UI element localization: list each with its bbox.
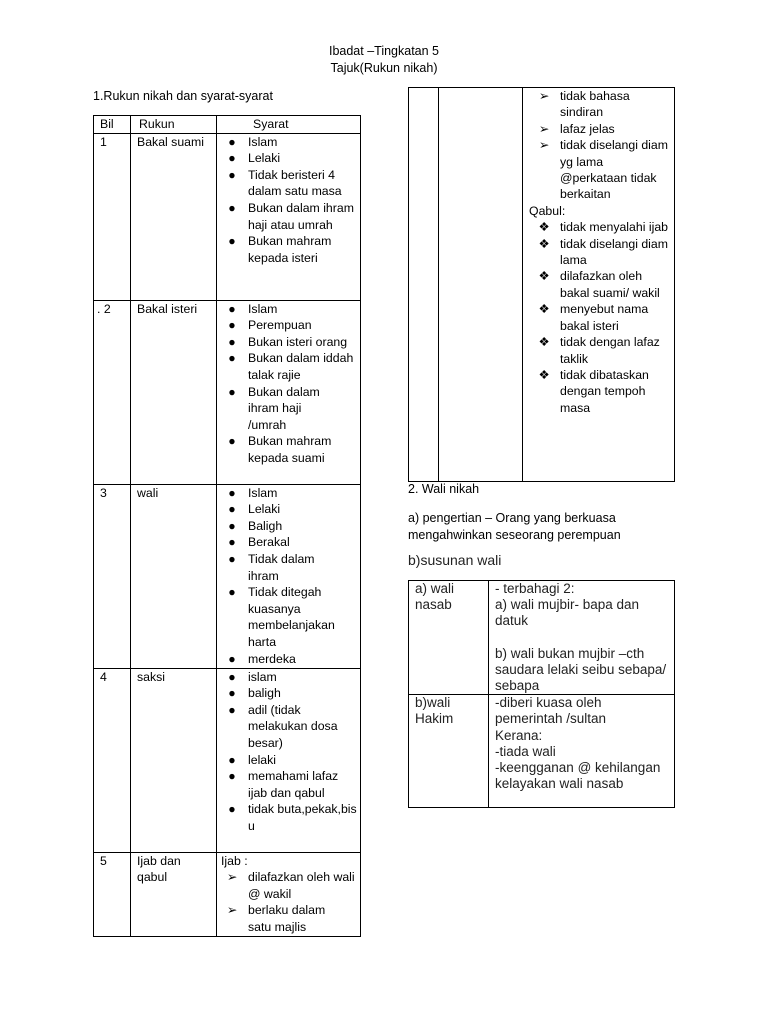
list-item: ➢ tidak diselangi diam yg lama @perkataan tidak berkaitan	[538, 138, 669, 202]
list-item: ❖ tidak dibataskan dengan tempoh masa	[538, 367, 649, 415]
bullet-icon: ●	[228, 334, 236, 349]
list-item: ● Tidak dalam ihram	[217, 551, 360, 584]
bullet-icon: ●	[228, 351, 236, 366]
list-item: ● Bukan mahram kepada suami	[217, 433, 360, 466]
list-item: ● memahami lafaz ijab dan qabul	[217, 768, 360, 801]
list-item: ● adil (tidak melakukan dosa besar)	[217, 702, 360, 752]
syarat-cell	[217, 484, 361, 668]
col-header-rukun: Rukun	[131, 116, 217, 134]
list-item: ● merdeka	[217, 651, 360, 668]
col-header-syarat: Syarat	[217, 116, 361, 134]
bil-cell: 1	[94, 133, 131, 300]
wali-type-cell: b)wali Hakim	[409, 695, 489, 808]
section1-title: 1.Rukun nikah dan syarat-syarat	[93, 89, 273, 103]
bullet-icon: ●	[228, 651, 236, 666]
list-item: ● Islam	[217, 485, 360, 502]
bullet-icon: ●	[228, 301, 236, 316]
list-item: ➢ lafaz jelas	[538, 121, 615, 136]
list-item: ● baligh	[217, 685, 360, 702]
list-item: ➢ berlaku dalam satu majlis	[226, 903, 326, 934]
empty-bil-cell	[409, 88, 439, 482]
four-diamond-icon: ❖	[538, 236, 550, 251]
list-item: ❖ tidak menyalahi ijab	[538, 220, 669, 235]
list-item: ● Baligh	[217, 518, 360, 535]
list-item: ● Bukan isteri orang	[217, 334, 360, 351]
bullet-icon: ●	[228, 485, 236, 500]
wali-table	[408, 580, 675, 808]
bullet-icon: ●	[228, 802, 236, 817]
wali-subtitle: b)susunan wali	[408, 552, 502, 568]
bullet-icon: ●	[228, 752, 236, 767]
table-row	[94, 300, 361, 484]
list-item: ❖ dilafazkan oleh bakal suami/ wakil	[538, 269, 660, 300]
four-diamond-icon: ❖	[538, 269, 550, 284]
ijab-qabul-continuation-table	[408, 87, 675, 482]
wali-desc-cell: -diberi kuasa oleh pemerintah /sultan Kerana: -tiada wali -keengganan @ kehilangan kelayakan wali nasab	[489, 695, 675, 808]
arrowhead-icon: ➢	[538, 121, 550, 136]
qabul-heading: Qabul:	[529, 203, 566, 218]
arrowhead-icon: ➢	[226, 903, 238, 918]
table-row	[94, 484, 361, 668]
four-diamond-icon: ❖	[538, 302, 550, 317]
col-header-bil: Bil	[94, 116, 131, 134]
syarat-cell	[217, 300, 361, 484]
list-item: ● Islam	[217, 134, 360, 151]
bil-cell: 5	[94, 852, 131, 936]
list-item: ● Berakal	[217, 534, 360, 551]
bil-cell: 3	[94, 484, 131, 668]
rukun-cell: wali	[131, 484, 217, 668]
table-row	[94, 668, 361, 852]
table-row	[409, 581, 675, 695]
bullet-icon: ●	[228, 518, 236, 533]
bullet-icon: ●	[228, 151, 236, 166]
ijab-heading: Ijab :	[221, 853, 248, 868]
table-row	[94, 133, 361, 300]
bil-cell: 4	[94, 668, 131, 852]
list-item: ● Tidak beristeri 4 dalam satu masa	[217, 167, 360, 200]
rukun-table	[93, 115, 361, 937]
bullet-icon: ●	[228, 434, 236, 449]
bullet-icon: ●	[228, 318, 236, 333]
bullet-icon: ●	[228, 384, 236, 399]
bullet-icon: ●	[228, 702, 236, 717]
list-item: ❖ tidak dengan lafaz taklik	[538, 335, 660, 366]
list-item: ● Bukan mahram kepada isteri	[217, 233, 360, 266]
list-item: ● tidak buta,pekak,bisu	[217, 801, 360, 834]
arrowhead-icon: ➢	[226, 870, 238, 885]
four-diamond-icon: ❖	[538, 220, 550, 235]
document-topic: Tajuk(Rukun nikah)	[330, 61, 438, 75]
bullet-icon: ●	[228, 167, 236, 182]
list-item: ● Islam	[217, 301, 360, 318]
list-item: ● Lelaki	[217, 150, 360, 167]
list-item: ● Bukan dalam ihram haji atau umrah	[217, 200, 360, 233]
syarat-cell	[217, 668, 361, 852]
wali-desc-cell: - terbahagi 2: a) wali mujbir- bapa dan datuk b) wali bukan mujbir –cth saudara lelaki seibu sebapa/ sebapa	[489, 581, 675, 695]
bullet-icon: ●	[228, 535, 236, 550]
list-item: ❖ menyebut nama bakal isteri	[538, 302, 649, 333]
list-item: ➢ dilafazkan oleh wali @ wakil	[226, 870, 355, 901]
section2-title: 2. Wali nikah	[408, 482, 480, 496]
list-item: ➢ tidak bahasa sindiran	[538, 89, 630, 120]
arrowhead-icon: ➢	[538, 138, 550, 153]
syarat-cell	[523, 88, 675, 482]
bil-cell: . 2	[94, 300, 131, 484]
table-row	[94, 852, 361, 936]
syarat-cell	[217, 133, 361, 300]
rukun-cell: Bakal suami	[131, 133, 217, 300]
wali-type-cell: a) wali nasab	[409, 581, 489, 695]
list-item: ● Perempuan	[217, 317, 360, 334]
document-title: Ibadat –Tingkatan 5	[328, 44, 440, 58]
bullet-icon: ●	[228, 686, 236, 701]
wali-definition: a) pengertian – Orang yang berkuasa mengahwinkan seseorang perempuan	[408, 511, 621, 542]
rukun-cell: saksi	[131, 668, 217, 852]
syarat-cell	[217, 852, 361, 936]
bullet-icon: ●	[228, 669, 236, 684]
bullet-icon: ●	[228, 134, 236, 149]
bullet-icon: ●	[228, 551, 236, 566]
rukun-cell: Ijab dan qabul	[131, 852, 217, 936]
table-row	[409, 695, 675, 808]
bullet-icon: ●	[228, 234, 236, 249]
empty-rukun-cell	[439, 88, 523, 482]
bullet-icon: ●	[228, 200, 236, 215]
list-item: ● Tidak ditegah kuasanya membelanjakan harta	[217, 584, 360, 650]
list-item: ● lelaki	[217, 752, 360, 769]
list-item: ● islam	[217, 669, 360, 686]
bullet-icon: ●	[228, 502, 236, 517]
bullet-icon: ●	[228, 769, 236, 784]
list-item: ● Bukan dalam iddah talak rajie	[217, 350, 360, 383]
bullet-icon: ●	[228, 585, 236, 600]
four-diamond-icon: ❖	[538, 335, 550, 350]
four-diamond-icon: ❖	[538, 367, 550, 382]
rukun-cell: Bakal isteri	[131, 300, 217, 484]
list-item: ● Bukan dalam ihram haji /umrah	[217, 384, 360, 434]
list-item: ❖ tidak diselangi diam lama	[538, 236, 669, 268]
list-item: ● Lelaki	[217, 501, 360, 518]
arrowhead-icon: ➢	[538, 89, 550, 103]
